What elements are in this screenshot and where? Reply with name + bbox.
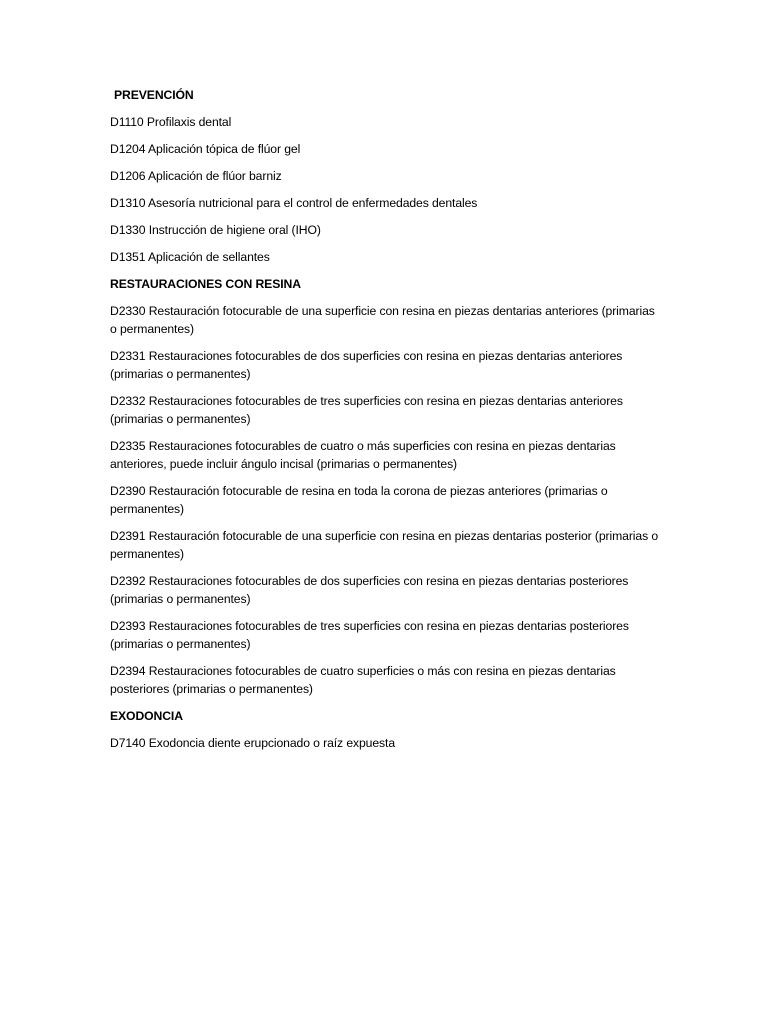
list-item: D2393 Restauraciones fotocurables de tres superficies con resina en piezas dentarias posteriores (primarias o permanentes) [110,619,629,651]
list-item: D2391 Restauración fotocurable de una superficie con resina en piezas dentarias posterior (primarias o permanentes) [110,529,659,561]
list-item: D1351 Aplicación de sellantes [110,250,270,264]
section-heading-restauraciones: RESTAURACIONES CON RESINA [110,277,301,291]
section-heading-exodoncia: EXODONCIA [110,709,183,723]
list-item: D2394 Restauraciones fotocurables de cuatro superficies o más con resina en piezas dentarias posteriores (primarias o permanentes) [110,664,616,696]
list-item: D1110 Profilaxis dental [110,115,232,129]
list-item: D2335 Restauraciones fotocurables de cuatro o más superficies con resina en piezas dentarias anteriores, puede incluir ángulo incisal (primarias o permanentes) [110,439,616,471]
list-item: D1204 Aplicación tópica de flúor gel [110,142,301,156]
list-item: D7140 Exodoncia diente erupcionado o raíz expuesta [110,736,395,750]
list-item: D1330 Instrucción de higiene oral (IHO) [110,223,321,237]
list-item: D2390 Restauración fotocurable de resina en toda la corona de piezas anteriores (primarias o permanentes) [110,484,608,516]
document-page [110,86,660,761]
list-item: D1206 Aplicación de flúor barniz [110,169,282,183]
list-item: D2392 Restauraciones fotocurables de dos superficies con resina en piezas dentarias posteriores (primarias o permanentes) [110,574,629,606]
list-item: D1310 Asesoría nutricional para el control de enfermedades dentales [110,196,478,210]
list-item: D2331 Restauraciones fotocurables de dos superficies con resina en piezas dentarias anteriores (primarias o permanentes) [110,349,623,381]
section-heading-prevencion: PREVENCIÓN [114,88,194,102]
list-item: D2330 Restauración fotocurable de una superficie con resina en piezas dentarias anteriores (primarias o permanentes) [110,304,655,336]
list-item: D2332 Restauraciones fotocurables de tres superficies con resina en piezas dentarias anteriores (primarias o permanentes) [110,394,623,426]
